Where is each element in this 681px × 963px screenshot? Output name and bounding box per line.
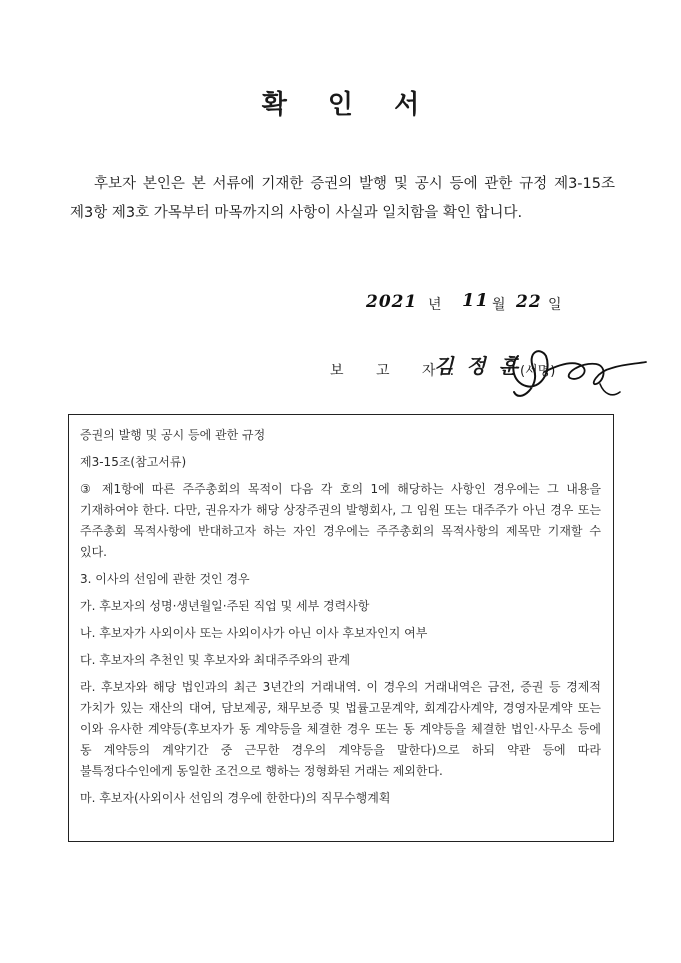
- regulation-item-ra: 라. 후보자와 해당 법인과의 최근 3년간의 거래내역. 이 경우의 거래내역은 금전, 증권 등 경제적 가치가 있는 재산의 대여, 담보제공, 채무보증 및 법률고문계약, 회계감사계약, 경영자문계약 또는 이와 유사한 계약등(후보자가 동 계약등을 체결한 경우 또는 동 계약등을 체결한 법인·사무소 등에 동 계약등의 계약기간 중 근무한 경우의 계약등을 말한다)으로 하되 약관 등에 따라 불특정다수인에게 동일한 조건으로 행하는 정형화된 거래는 제외한다.: [80, 680, 601, 778]
- regulation-heading: 증권의 발행 및 공시 등에 관한 규정: [80, 428, 266, 442]
- document-title: 확 인 서: [261, 90, 436, 120]
- date-year-label: 년: [428, 297, 442, 313]
- signature-mark-label: (서명): [520, 364, 556, 379]
- date-month-handwritten: 11: [462, 290, 490, 311]
- regulation-excerpt-box: [68, 414, 614, 842]
- regulation-item-na: 나. 후보자가 사외이사 또는 사외이사가 아닌 이사 후보자인지 여부: [80, 626, 428, 640]
- reporter-label: 보 고 자:: [330, 363, 469, 379]
- date-year-handwritten: 2021: [366, 292, 418, 312]
- regulation-item-3: 3. 이사의 선임에 관한 것인 경우: [80, 572, 250, 586]
- regulation-item-ma: 마. 후보자(사외이사 선임의 경우에 한한다)의 직무수행계획: [80, 791, 391, 805]
- date-month-label: 월: [492, 297, 506, 313]
- date-line: [366, 290, 596, 320]
- regulation-item-ga: 가. 후보자의 성명·생년월일·주된 직업 및 세부 경력사항: [80, 599, 370, 613]
- date-day-label: 일: [548, 297, 562, 313]
- regulation-article: 제3-15조(참고서류): [80, 455, 187, 469]
- regulation-item-da: 다. 후보자의 추천인 및 후보자와 최대주주와의 관계: [80, 653, 351, 667]
- reporter-line: [330, 348, 660, 418]
- signature-scribble: [500, 342, 650, 408]
- date-day-handwritten: 22: [516, 292, 542, 312]
- confirmation-statement: 후보자 본인은 본 서류에 기재한 증권의 발행 및 공시 등에 관한 규정 제3-15조 제3항 제3호 가목부터 마목까지의 사항이 사실과 일치함을 확인 합니다.: [70, 176, 615, 221]
- regulation-paragraph-3: ③ 제1항에 따른 주주총회의 목적이 다음 각 호의 1에 해당하는 사항인 경우에는 그 내용을 기재하여야 한다. 다만, 권유자가 해당 상장주권의 발행회사, 그 임원 또는 대주주가 아닌 경우 또는 주주총회 목적사항에 반대하고자 하는 자인 경우에는 주주총회의 목적사항의 제목만 기재할 수 있다.: [80, 482, 601, 559]
- reporter-name-handwritten: 김 정 훈: [434, 354, 521, 378]
